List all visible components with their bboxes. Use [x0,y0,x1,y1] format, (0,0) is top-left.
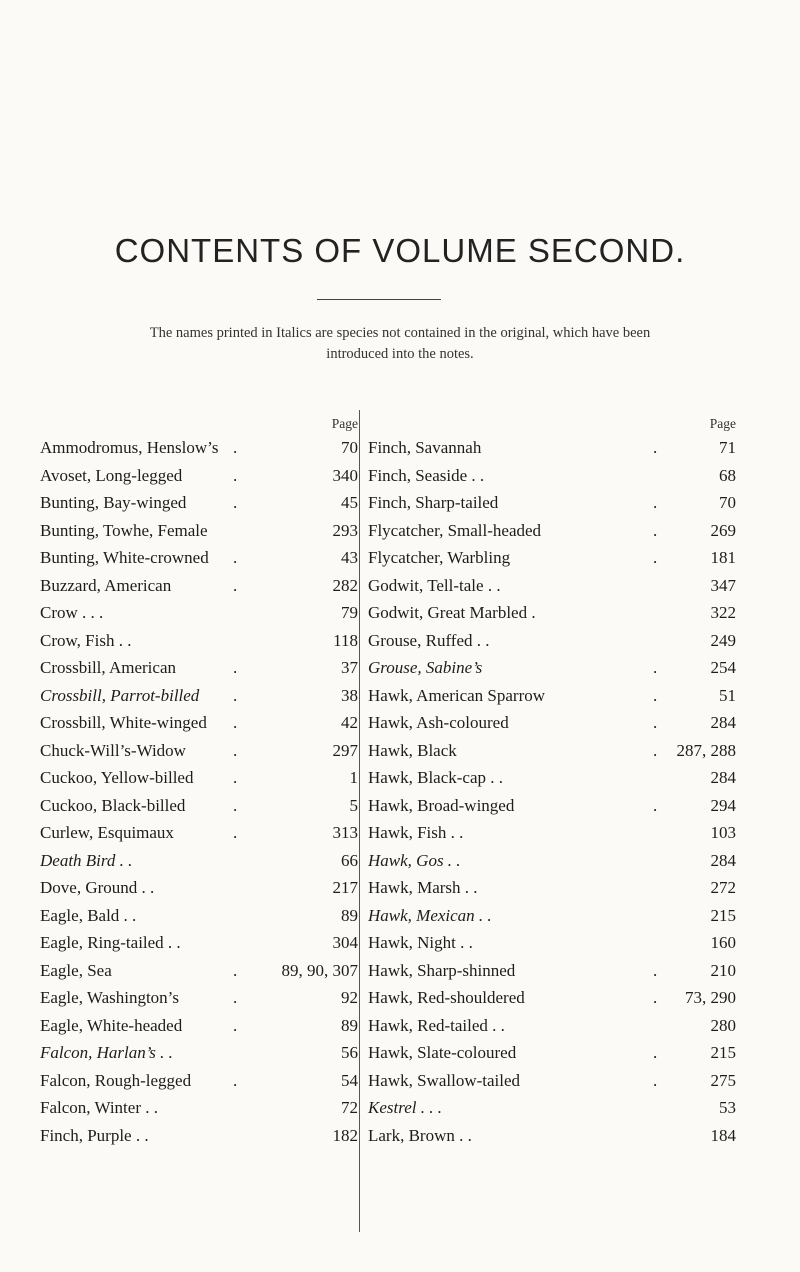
entry-page-number: 5 [349,795,358,815]
entry-page-number: 89 [341,905,358,925]
entry-page-number: 284 [710,768,736,787]
note-line-2: introduced into the notes. [326,346,474,362]
contents-entry [40,1039,360,1067]
right-column [368,416,738,1149]
entry-name: Grouse, Sabine’s [368,658,483,677]
entry-page-number: 184 [710,1125,736,1145]
contents-entry [368,489,738,517]
entry-page-number: 70 [719,493,736,512]
entry-page-number: 313 [332,823,358,842]
entry-name: Eagle, Sea [40,960,112,980]
entry-name: Eagle, Bald . . [40,905,137,925]
contents-entry [40,654,360,682]
entry-name: Godwit, Great Marbled . [368,603,536,622]
entry-name: Hawk, Marsh . . [368,878,478,897]
entry-page-number: 272 [710,878,736,897]
contents-entry [368,462,738,490]
contents-entry [40,819,360,847]
entry-page-number: 249 [710,630,736,650]
entry-page-number: 68 [719,465,736,485]
entry-name: Hawk, Swallow-tailed [368,1070,521,1090]
contents-entry [40,544,360,572]
entry-page-number: 297 [332,740,358,760]
entry-name: Crow . . . [40,603,104,622]
entry-name: Hawk, Red-tailed . . [368,1015,505,1035]
entry-name: Falcon, Harlan’s . . [40,1043,173,1062]
leader-dot: . [653,740,658,760]
contents-entry [368,957,738,985]
note-line-1: The names printed in Italics are species not contained in the original, which have been [149,325,651,341]
leader-dot: . [653,493,658,512]
entry-name: Hawk, Slate-coloured [368,1043,517,1062]
entry-name: Eagle, White-headed [40,1015,183,1035]
entry-page-number: 322 [710,603,736,622]
entry-name: Flycatcher, Warbling [368,548,511,567]
entry-page-number: 66 [341,850,358,870]
contents-entry [40,847,360,875]
contents-entry [368,902,738,930]
leader-dot: . [233,1015,238,1035]
entry-name: Bunting, Bay-winged [40,493,187,512]
contents-entry [40,434,360,462]
entry-page-number: 215 [710,905,736,925]
entry-page-number: 45 [341,493,358,512]
entry-page-number: 282 [332,575,358,595]
entry-name: Bunting, White-crowned [40,548,209,567]
entry-page-number: 103 [710,823,736,842]
entry-name: Finch, Sharp-tailed [368,493,499,512]
entry-name: Grouse, Ruffed . . [368,630,490,650]
contents-entry [368,709,738,737]
contents-entry [368,682,738,710]
right-page-header: Page [709,416,736,431]
contents-entry [40,874,360,902]
entry-page-number: 92 [341,988,358,1007]
entry-page-number: 89, 90, 307 [281,960,358,980]
contents-entry [368,1067,738,1095]
contents-entry [40,489,360,517]
contents-entry [40,792,360,820]
contents-entry [368,599,738,627]
entry-page-number: 70 [341,438,358,457]
leader-dot: . [233,988,238,1007]
entry-name: Falcon, Winter . . [40,1098,158,1117]
entry-page-number: 304 [332,933,358,952]
entry-page-number: 284 [710,850,736,870]
entry-page-number: 217 [332,878,358,897]
entry-name: Hawk, Black-cap . . [368,768,504,787]
entry-name: Crossbill, Parrot-billed [40,685,200,705]
entry-name: Eagle, Ring-tailed . . [40,933,181,952]
entry-name: Hawk, Gos . . [368,850,461,870]
leader-dot: . [233,713,238,732]
contents-entry [40,929,360,957]
contents-entry [40,462,360,490]
contents-entry [368,792,738,820]
contents-entry [368,819,738,847]
entry-page-number: 269 [710,520,736,540]
contents-entry [40,957,360,985]
entry-page-number: 254 [710,658,736,677]
contents-entry [40,517,360,545]
title-rule [317,299,441,300]
entry-page-number: 72 [341,1098,358,1117]
entry-page-number: 280 [710,1015,736,1035]
contents-entry [40,572,360,600]
entry-page-number: 293 [332,520,358,540]
entry-page-number: 42 [341,713,358,732]
contents-entry [40,682,360,710]
entry-name: Death Bird . . [40,850,133,870]
entry-page-number: 56 [341,1043,358,1062]
contents-entry [368,627,738,655]
entry-page-number: 347 [710,575,736,595]
entry-page-number: 294 [710,795,736,815]
entry-name: Dove, Ground . . [40,878,155,897]
left-entry-list [40,434,360,1149]
entry-name: Hawk, Night . . [368,933,473,952]
leader-dot: . [653,438,658,457]
contents-entry [368,737,738,765]
leader-dot: . [653,713,658,732]
entry-page-number: 51 [719,685,736,705]
right-entry-list [368,434,738,1149]
leader-dot: . [233,658,238,677]
entry-page-number: 43 [341,548,358,567]
entry-page-number: 37 [341,658,358,677]
entry-name: Cuckoo, Black-billed [40,795,186,815]
entry-page-number: 73, 290 [685,988,736,1007]
leader-dot: . [233,1070,238,1090]
entry-name: Crow, Fish . . [40,630,132,650]
left-column [40,416,360,1149]
entry-name: Hawk, Fish . . [368,823,464,842]
entry-page-number: 210 [710,960,736,980]
entry-page-number: 71 [719,438,736,457]
entry-name: Falcon, Rough-legged [40,1070,192,1090]
leader-dot: . [233,465,238,485]
contents-entry [40,1067,360,1095]
entry-page-number: 38 [341,685,358,705]
entry-page-number: 215 [710,1043,736,1062]
entry-name: Bunting, Towhe, Female [40,520,208,540]
contents-entry [40,984,360,1012]
leader-dot: . [233,768,238,787]
contents-entry [368,572,738,600]
leader-dot: . [233,575,238,595]
leader-dot: . [233,438,238,457]
entry-page-number: 79 [341,603,358,622]
contents-entry [40,599,360,627]
leader-dot: . [653,685,658,705]
entry-page-number: 182 [332,1125,358,1145]
left-page-header: Page [331,416,358,431]
entry-name: Hawk, Ash-coloured [368,713,509,732]
leader-dot: . [233,548,238,567]
contents-entry [368,517,738,545]
leader-dot: . [653,988,658,1007]
leader-dot: . [653,960,658,980]
entry-name: Hawk, Mexican . . [368,905,492,925]
leader-dot: . [653,548,658,567]
entry-name: Finch, Savannah [368,438,482,457]
leader-dot: . [233,740,238,760]
entry-page-number: 181 [710,548,736,567]
entry-name: Flycatcher, Small-headed [368,520,542,540]
contents-entry [40,737,360,765]
entry-name: Crossbill, American [40,658,176,677]
entry-name: Lark, Brown . . [368,1125,472,1145]
entry-page-number: 54 [341,1070,358,1090]
entry-name: Hawk, Black [368,740,457,760]
leader-dot: . [233,823,238,842]
entry-name: Finch, Seaside . . [368,465,485,485]
leader-dot: . [233,493,238,512]
leader-dot: . [233,960,238,980]
entry-name: Godwit, Tell-tale . . [368,575,501,595]
contents-entry [40,1094,360,1122]
entry-page-number: 287, 288 [676,740,736,760]
entry-name: Kestrel . . . [368,1098,442,1117]
contents-entry [368,1122,738,1150]
contents-entry [40,764,360,792]
contents-entry [40,1122,360,1150]
entry-page-number: 53 [719,1098,736,1117]
entry-name: Chuck-Will’s-Widow [40,740,186,760]
contents-entry [368,434,738,462]
entry-name: Buzzard, American [40,575,172,595]
leader-dot: . [653,795,658,815]
contents-entry [368,1039,738,1067]
entry-name: Curlew, Esquimaux [40,823,174,842]
leader-dot: . [653,1043,658,1062]
contents-entry [368,984,738,1012]
contents-entry [368,654,738,682]
contents-entry [368,544,738,572]
contents-entry [368,764,738,792]
entry-name: Finch, Purple . . [40,1125,149,1145]
entry-name: Hawk, Sharp-shinned [368,960,516,980]
entry-page-number: 118 [333,630,358,650]
page-title: CONTENTS OF VOLUME SECOND. [114,232,686,269]
entry-page-number: 284 [710,713,736,732]
entry-name: Hawk, American Sparrow [368,685,546,705]
contents-entry [40,902,360,930]
contents-entry [368,847,738,875]
entry-name: Eagle, Washington’s [40,988,180,1007]
contents-entry [368,1012,738,1040]
contents-entry [40,1012,360,1040]
entry-page-number: 1 [349,768,358,787]
contents-entry [40,627,360,655]
leader-dot: . [233,685,238,705]
entry-page-number: 340 [332,465,358,485]
entry-name: Avoset, Long-legged [40,465,183,485]
entry-name: Ammodromus, Henslow’s [40,438,219,457]
contents-entry [368,874,738,902]
leader-dot: . [653,658,658,677]
entry-page-number: 275 [710,1070,736,1090]
leader-dot: . [653,1070,658,1090]
leader-dot: . [233,795,238,815]
entry-name: Hawk, Broad-winged [368,795,515,815]
leader-dot: . [653,520,658,540]
entry-name: Hawk, Red-shouldered [368,988,525,1007]
italics-note [50,323,750,365]
entry-page-number: 160 [710,933,736,952]
contents-entry [368,929,738,957]
entry-name: Cuckoo, Yellow-billed [40,768,194,787]
entry-page-number: 89 [341,1015,358,1035]
contents-entry [368,1094,738,1122]
entry-name: Crossbill, White-winged [40,713,207,732]
contents-entry [40,709,360,737]
